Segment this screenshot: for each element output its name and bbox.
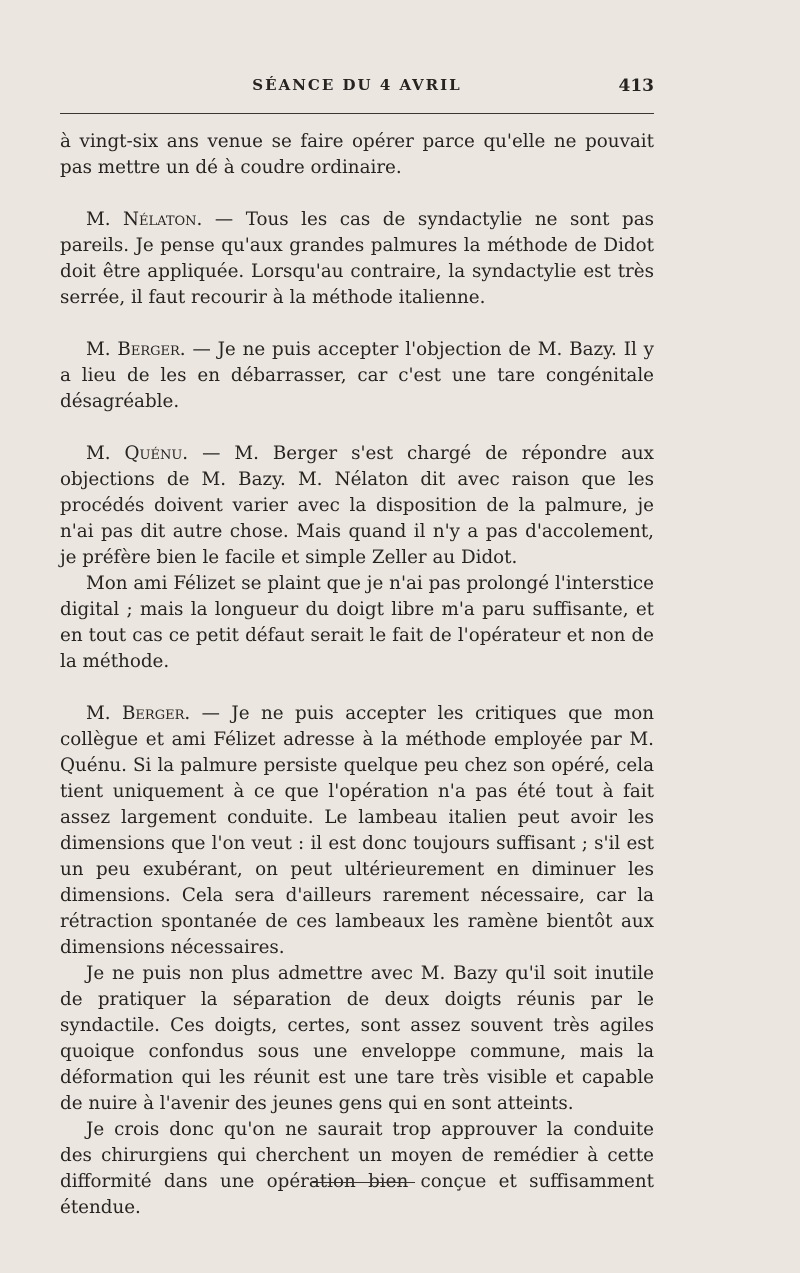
- paragraph-berger-2-cont: [60, 961, 654, 1117]
- paragraph-nelaton: [60, 207, 654, 311]
- speaker-name: M. Berger.: [86, 703, 191, 724]
- paragraph-text: Je crois donc qu'on ne saurait trop approuver la conduite des chirurgiens qui cherchent un moyen de remédier à cette difformité dans une opération bien conçue et suffisamment étendue.: [60, 1119, 654, 1218]
- paragraph-text: — Tous les cas de syndactylie ne sont pas pareils. Je pense qu'aux grandes palmures la méthode de Didot doit être appliquée. Lorsqu'au contraire, la syndactylie est très serrée, il faut recourir à la méthode italienne.: [60, 209, 654, 308]
- paragraph-quenu-cont: [60, 571, 654, 675]
- paragraph-continuation: [60, 129, 654, 181]
- paragraph-text: — M. Berger s'est chargé de répondre aux objections de M. Bazy. M. Nélaton dit avec raison que les procédés doivent varier avec la disposition de la palmure, je n'ai pas dit autre chose. Mais quand il n'y a pas d'accolement, je préfère bien le facile et simple Zeller au Didot.: [60, 443, 654, 568]
- page-number: 413: [618, 76, 654, 96]
- speaker-name: M. Berger.: [86, 339, 186, 360]
- body-text: [60, 129, 654, 1221]
- paragraph-text: à vingt-six ans venue se faire opérer parce qu'elle ne pouvait pas mettre un dé à coudre ordinaire.: [60, 131, 654, 178]
- paragraph-berger-2-end: [60, 1117, 654, 1221]
- paragraph-text: Je ne puis non plus admettre avec M. Bazy qu'il soit inutile de pratiquer la séparation de deux doigts réunis par le syndactile. Ces doigts, certes, sont assez souvent très agiles quoique confondus sous une enveloppe commune, mais la déformation qui les réunit est une tare très visible et capable de nuire à l'avenir des jeunes gens qui en sont atteints.: [60, 963, 654, 1114]
- speaker-name: M. Nélaton.: [86, 209, 203, 230]
- paragraph-berger-2: [60, 701, 654, 961]
- paragraph-text: — Je ne puis accepter les critiques que mon collègue et ami Félizet adresse à la méthode employée par M. Quénu. Si la palmure persiste quelque peu chez son opéré, cela tient uniquement à ce que l'opération n'a pas été tout à fait assez largement conduite. Le lambeau italien peut avoir les dimensions que l'on veut : il est donc toujours suffisant ; s'il est un peu exubérant, on peut ultérieurement en diminuer les dimensions. Cela sera d'ailleurs rarement nécessaire, car la rétraction spontanée de ces lambeaux les ramène bientôt aux dimensions nécessaires.: [60, 703, 655, 958]
- speaker-name: M. Quénu.: [86, 443, 189, 464]
- running-title: SÉANCE DU 4 AVRIL: [252, 76, 462, 94]
- page-header: [60, 76, 654, 100]
- paragraph-quenu: [60, 441, 654, 571]
- header-rule: [60, 113, 654, 114]
- paragraph-text: Mon ami Félizet se plaint que je n'ai pas prolongé l'interstice digital ; mais la longueur du doigt libre m'a paru suffisante, et en tout cas ce petit défaut serait le fait de l'opérateur et non de la méthode.: [60, 573, 654, 672]
- paragraph-text: — Je ne puis accepter l'objection de M. Bazy. Il y a lieu de les en débarrasser, car c'est une tare congénitale désagréable.: [60, 339, 654, 412]
- paragraph-berger-1: [60, 337, 654, 415]
- section-end-rule: [311, 1182, 415, 1183]
